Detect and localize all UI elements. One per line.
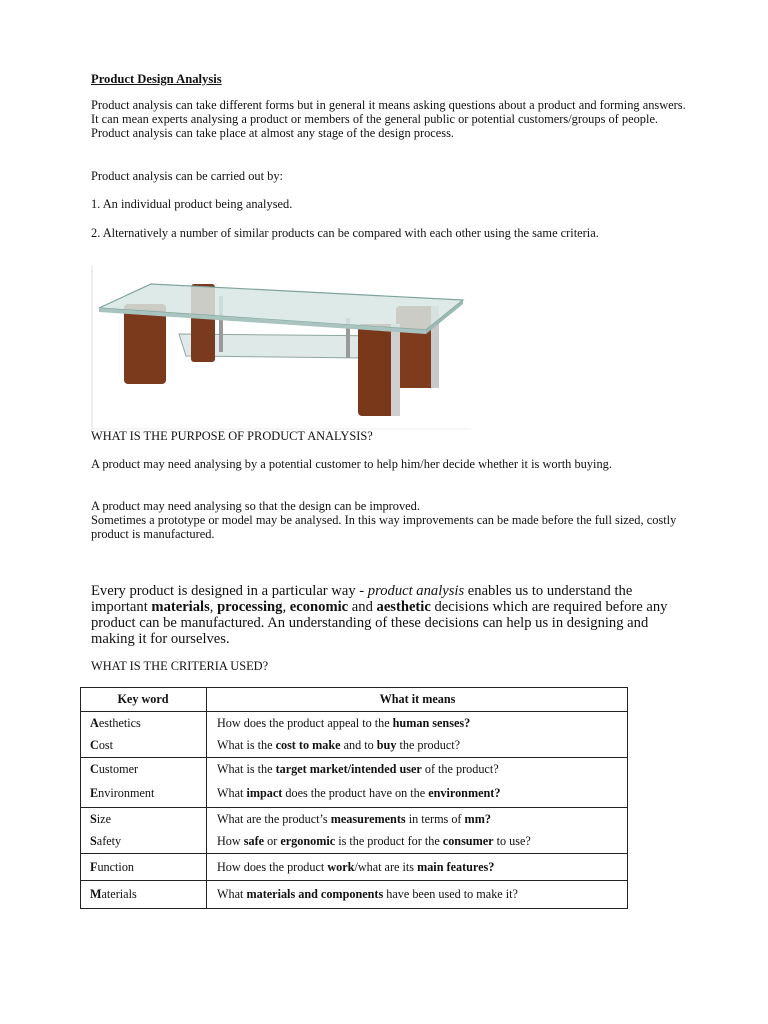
table-row [80, 735, 628, 758]
list-item-2: 2. Alternatively a number of similar products can be compared with each other using the same criteria. [91, 226, 599, 240]
keyword-cell: Environment [80, 781, 207, 808]
keyword-cell: Aesthetics [80, 712, 207, 735]
keyword-economic: economic [289, 598, 349, 615]
meaning-cell: What is the target market/intended user of the product? [217, 761, 499, 776]
keyword-processing: processing [217, 598, 283, 615]
table-row [80, 831, 628, 854]
summary-text-2: enables us to understand the important [91, 582, 633, 615]
purpose-heading: WHAT IS THE PURPOSE OF PRODUCT ANALYSIS? [91, 429, 373, 443]
summary-text-1: Every product is designed in a particular way - [91, 582, 368, 599]
purpose-paragraph-2a: A product may need analysing so that the design can be improved. [91, 499, 420, 513]
intro-paragraph: Product analysis can take different forms but in general it means asking questions about a product and forming answers. It can mean experts analysing a product or members of the general public or potential customers/groups of people. Product analysis can take place at almost any stage of the design process. [91, 98, 686, 140]
criteria-table [80, 687, 628, 908]
header-meaning: What it means [207, 687, 629, 712]
table-row [80, 758, 628, 781]
meaning-cell: What impact does the product have on the environment? [207, 781, 629, 808]
keyword-aesthetic: aesthetic [376, 598, 431, 615]
page-title: Product Design Analysis [91, 72, 222, 86]
summary-sep-2: , [282, 598, 290, 615]
table-row [80, 808, 628, 831]
keyword-cell: Customer [80, 758, 207, 781]
table-row [80, 854, 628, 881]
table-header-row [80, 687, 628, 712]
summary-paragraph [91, 583, 671, 647]
table-row [80, 712, 628, 735]
list-item-1: 1. An individual product being analysed. [91, 197, 293, 211]
carried-out-text: Product analysis can be carried out by: [91, 169, 283, 183]
criteria-heading: WHAT IS THE CRITERIA USED? [91, 659, 269, 673]
purpose-paragraph-1: A product may need analysing by a potential customer to help him/her decide whether it is worth buying. [91, 457, 612, 471]
meaning-cell: What is the cost to make and to buy the product? [207, 735, 629, 758]
keyword-materials: materials [151, 598, 210, 615]
meaning-cell: How safe or ergonomic is the product for the consumer to use? [207, 831, 629, 854]
meaning-cell: How does the product appeal to the human senses? [217, 715, 471, 730]
header-keyword: Key word [80, 687, 207, 712]
summary-sep-3: and [348, 598, 377, 615]
keyword-cell: Function [80, 854, 207, 881]
summary-emphasis: product analysis [367, 582, 465, 599]
purpose-paragraph-2b: Sometimes a prototype or model may be analysed. In this way improvements can be made before the full sized, costly product is manufactured. [91, 513, 677, 541]
keyword-cell: Size [80, 808, 207, 831]
meaning-cell: What are the product’s measurements in terms of mm? [217, 811, 491, 826]
table-photo [91, 266, 471, 430]
keyword-cell: Materials [80, 881, 207, 908]
table-row [80, 881, 628, 908]
summary-sep-1: , [209, 598, 218, 615]
meaning-cell: What materials and components have been used to make it? [217, 886, 518, 901]
glass-table-image [91, 266, 471, 430]
table-row [80, 781, 628, 808]
keyword-cell: Cost [80, 735, 207, 758]
keyword-cell: Safety [80, 831, 207, 854]
summary-text-3: decisions which are required before any product can be manufactured. An understanding of these decisions can help us in designing and making it for ourselves. [91, 598, 668, 647]
meaning-cell: How does the product work/what are its main features? [207, 854, 629, 881]
